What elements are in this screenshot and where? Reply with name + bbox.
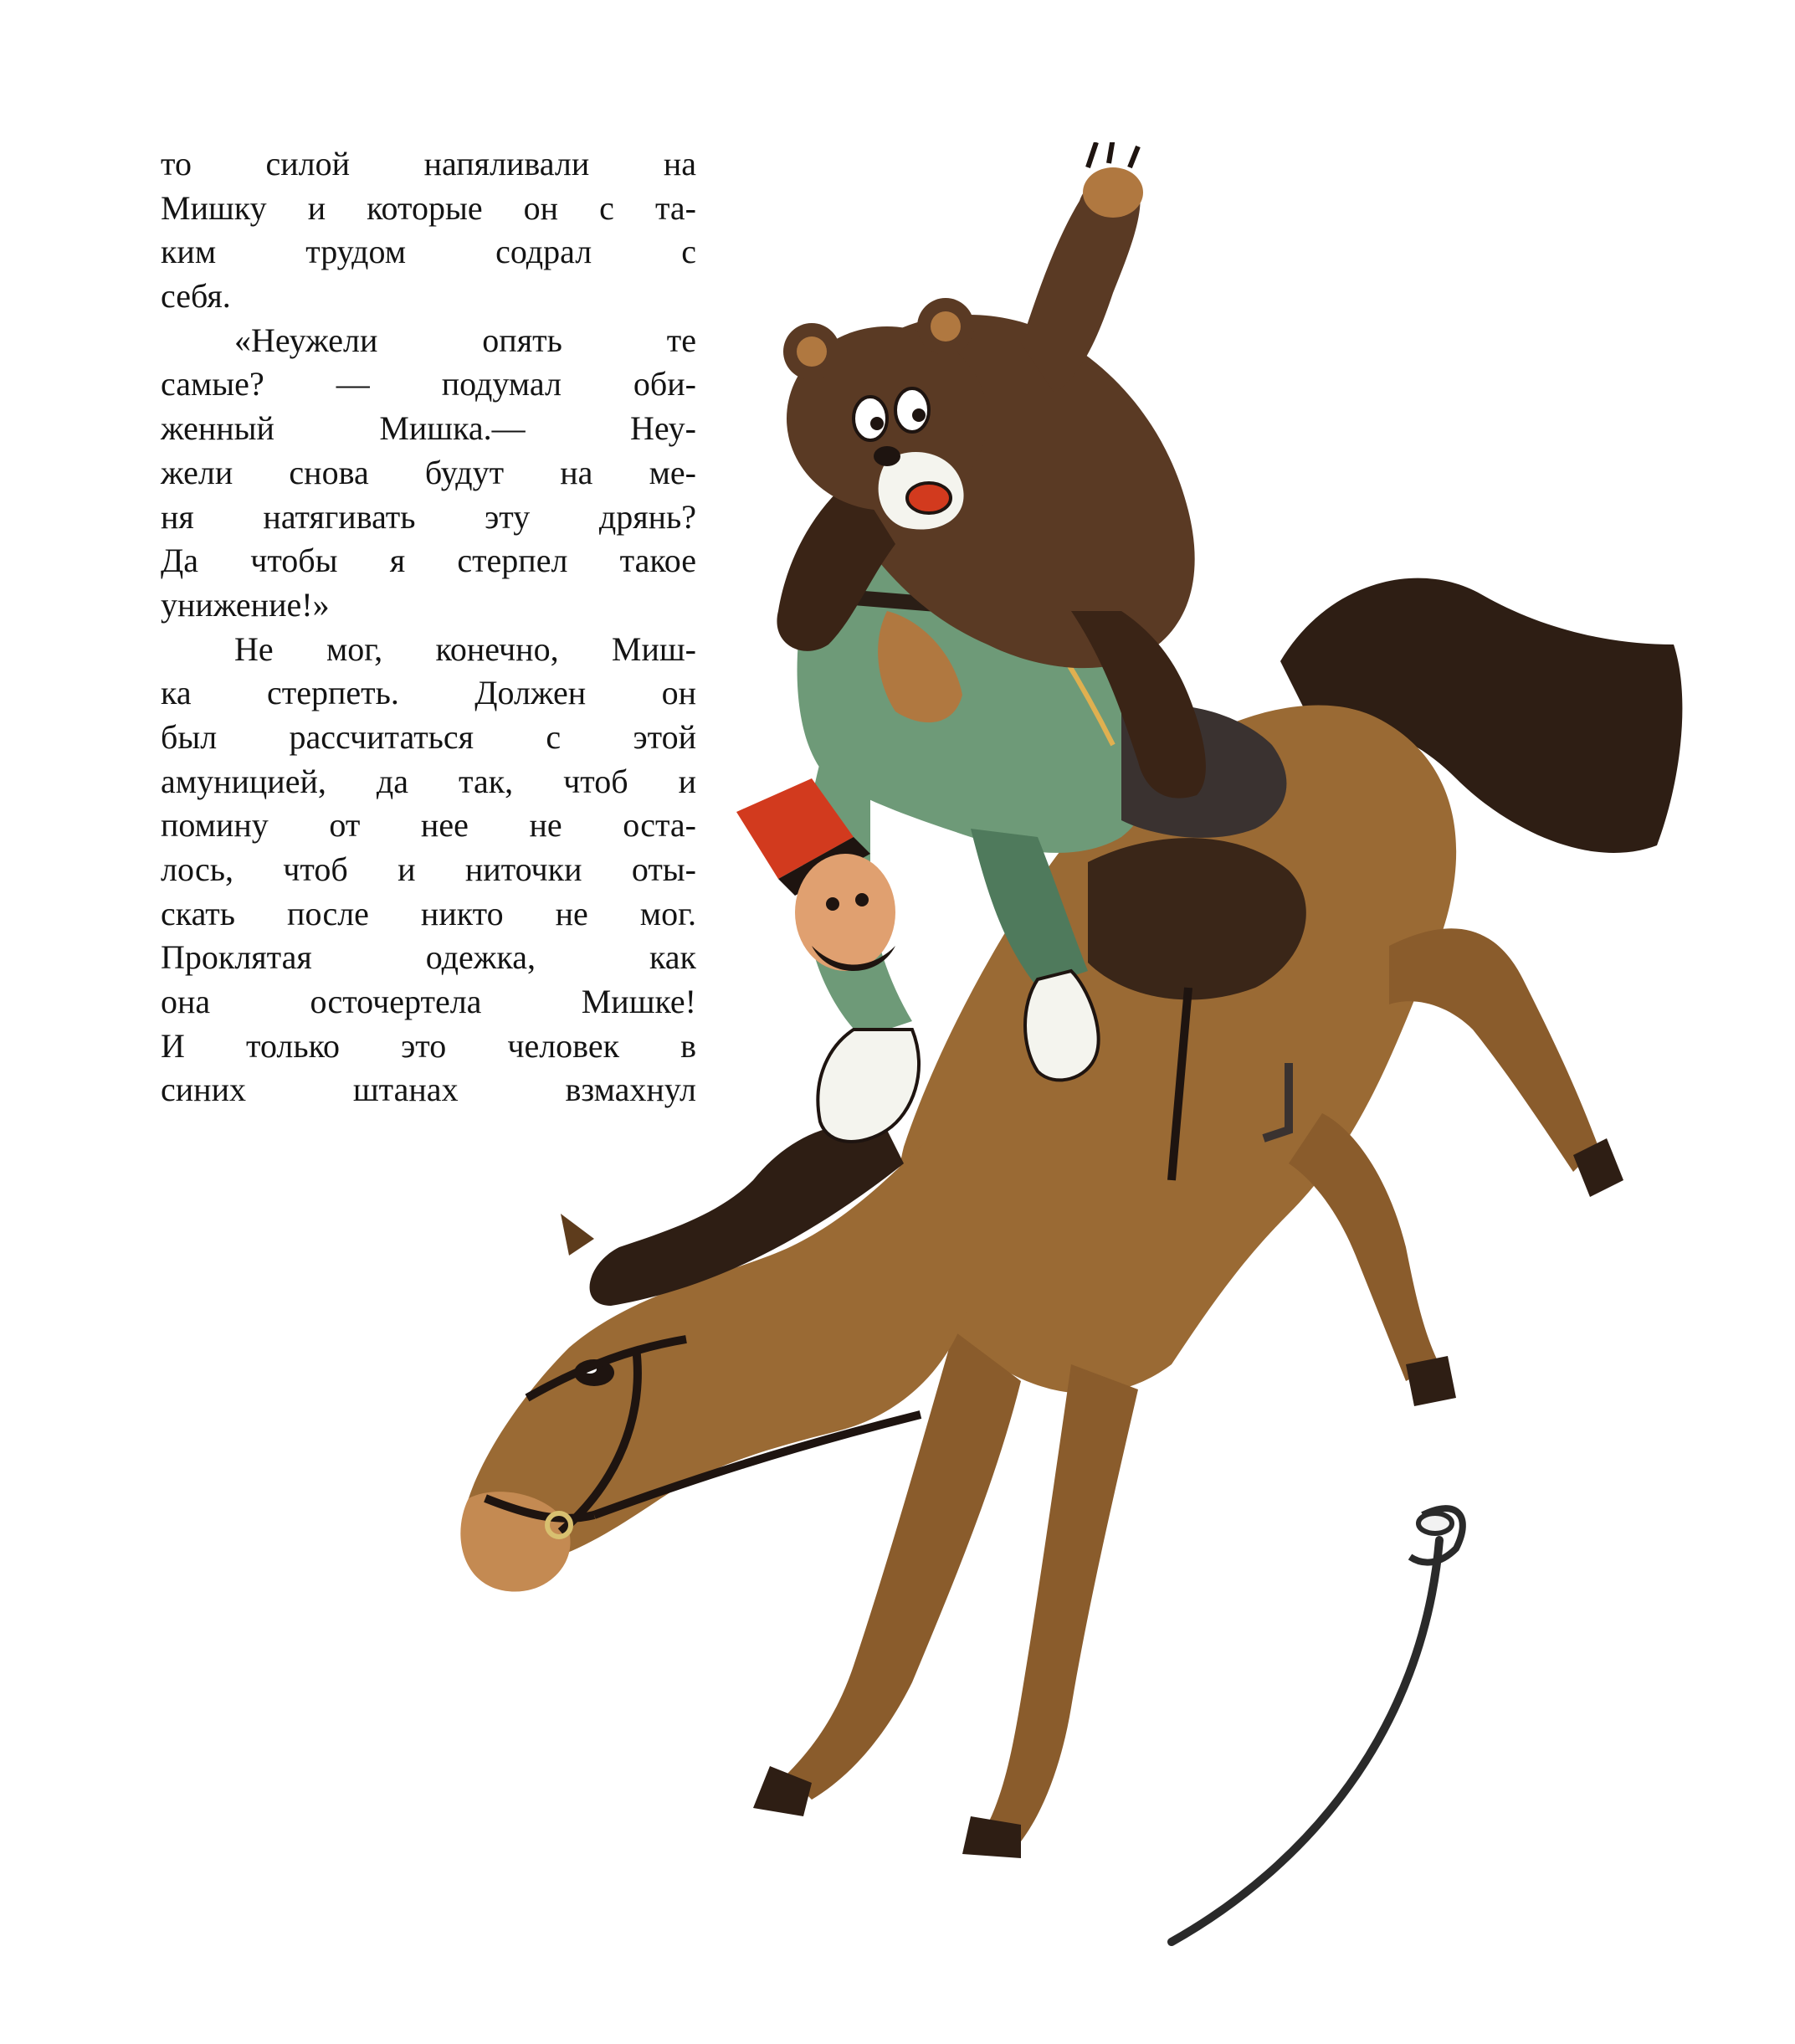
text-line: Не мог, конечно, Миш- [234, 629, 696, 668]
illustration-bear-horse-rider [418, 142, 1774, 1967]
text-line: женный Мишка.— Неу- [161, 409, 696, 448]
text-line: себя. [161, 277, 231, 316]
horse-back-leg-1 [1389, 928, 1598, 1172]
text-line: унижение!» [161, 585, 330, 624]
saber-icon [1172, 1508, 1463, 1942]
bear-nose [874, 446, 900, 466]
text-line: самые? — подумал оби- [161, 365, 696, 403]
text-line: лось, чтоб и ниточки оты- [161, 850, 696, 888]
horse-front-leg-2 [987, 1364, 1138, 1841]
bear-paw-up [1083, 167, 1143, 218]
horse-neck [466, 1130, 971, 1565]
rider-glove-left [818, 1030, 919, 1142]
text-line: жели снова будут на ме- [161, 453, 696, 491]
text-line: синих штанах взмахнул [161, 1071, 696, 1109]
text-line: И только это человек в [161, 1026, 696, 1065]
horse-ear [561, 1214, 594, 1256]
text-line: то силой напяливали на [161, 145, 696, 182]
text-line: она осточертела Мишке! [161, 983, 696, 1021]
text-line: Мишку и которые он с та- [161, 188, 696, 227]
text-line: Проклятая одежка, как [161, 938, 696, 977]
text-line: был рассчитаться с этой [161, 717, 696, 756]
text-line: скать после никто не мог. [161, 894, 696, 932]
rider-face [795, 854, 895, 971]
text-line: амуницией, да так, чтоб и [161, 762, 696, 800]
text-line: ка стерпеть. Должен он [161, 674, 696, 712]
bear-mouth [907, 483, 951, 513]
text-line: ким трудом содрал с [161, 233, 696, 271]
bear-eye-right [895, 388, 929, 432]
text-line: помину от нее не оста- [161, 806, 696, 845]
text-line: Да чтобы я стерпел такое [161, 542, 696, 580]
horse-back-leg-2 [1289, 1113, 1439, 1381]
text-line: ня натягивать эту дрянь? [161, 497, 696, 536]
horse-hoof-2 [1406, 1356, 1456, 1406]
text-line: «Неужели опять те [234, 321, 696, 359]
bear-eye-left [854, 397, 887, 440]
saddle [1088, 838, 1306, 999]
bear-claws-up [1088, 142, 1138, 167]
